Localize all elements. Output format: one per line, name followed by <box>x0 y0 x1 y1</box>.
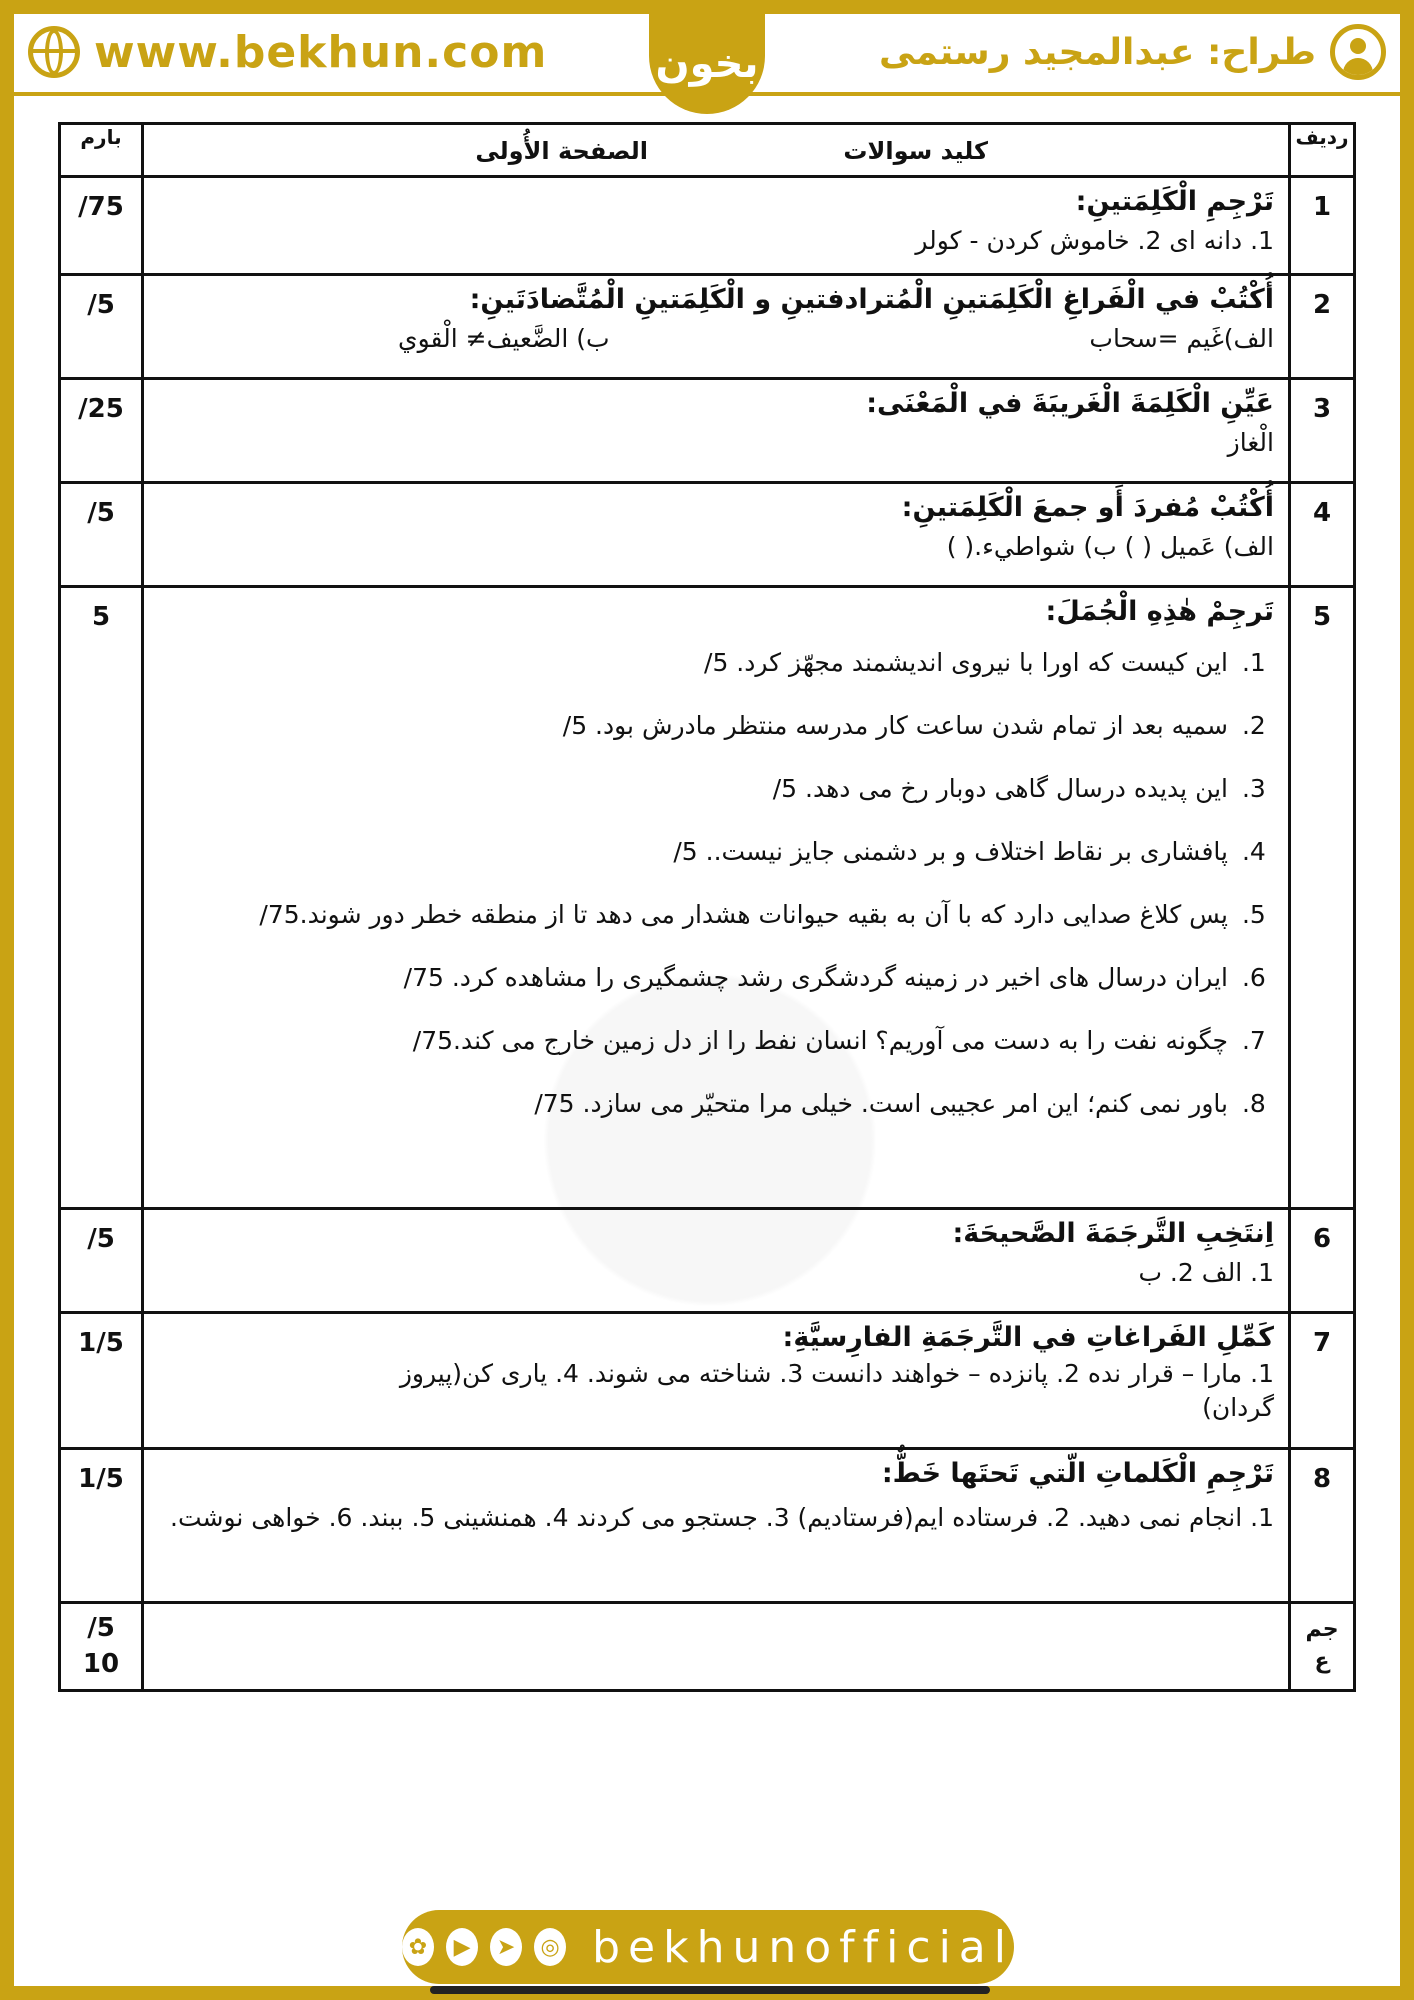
answer-pair <box>158 319 1274 359</box>
table-title-header <box>143 124 1290 177</box>
question-row <box>60 587 1355 1209</box>
page-header <box>14 14 1400 96</box>
total-row <box>60 1603 1355 1691</box>
total-score <box>60 1603 143 1691</box>
list-item: 4. پافشاری بر نقاط اختلاف و بر دشمنی جایز نیست.. 5/ <box>178 820 1234 883</box>
answer-text: الف) عَميل ( ) ب) شواطيء.( ) <box>946 532 1274 561</box>
question-score: 5 <box>60 587 143 1209</box>
question-score: /25 <box>60 379 143 483</box>
footer-shadow <box>430 1986 990 1994</box>
question-title: تَرْجِمِ الْكَلماتِ الّتي تَحتَها خَطٌّ: <box>881 1458 1274 1489</box>
answer-a: الف)غَیم =سحاب <box>1089 324 1274 353</box>
question-score: /5 <box>60 275 143 379</box>
question-score: /5 <box>60 1209 143 1313</box>
question-cell <box>143 1209 1290 1313</box>
globe-icon <box>28 26 80 78</box>
question-cell <box>143 1313 1290 1449</box>
total-label-line2: ع <box>1314 1649 1330 1674</box>
question-score: 1/5 <box>60 1313 143 1449</box>
question-score: /75 <box>60 177 143 275</box>
total-label-line1: جم <box>1305 1617 1339 1642</box>
total-score-line2: 10 <box>82 1649 120 1679</box>
list-item: 8. باور نمی کنم؛ این امر عجیبی است. خیلی مرا متحیّر می سازد. 75/ <box>178 1072 1234 1135</box>
question-number: 6 <box>1290 1209 1355 1313</box>
list-item: 6. ایران درسال های اخیر در زمینه گردشگری رشد چشمگیری را مشاهده کرد. 75/ <box>178 946 1234 1009</box>
question-score: /5 <box>60 483 143 587</box>
user-icon <box>1330 24 1386 80</box>
page-label: الصفحة الأُولی <box>475 137 648 165</box>
telegram-icon[interactable]: ➤ <box>490 1928 522 1966</box>
question-number: 1 <box>1290 177 1355 275</box>
question-title: عَيِّنِ الْكَلِمَةَ الْغَريبَةَ في الْمَعْنَی: <box>866 388 1274 419</box>
question-title: كَمِّلِ الفَراغاتِ في التَّرجَمَةِ الفارِسيَّةِ: <box>782 1322 1274 1353</box>
question-title: اِنتَخِبِ التَّرجَمَةَ الصَّحيحَةَ: <box>952 1218 1274 1249</box>
logo-text: بخون <box>655 41 759 87</box>
answer-text: الْغاز <box>1227 428 1274 457</box>
question-score: 1/5 <box>60 1449 143 1603</box>
answer-text: 1. انجام نمی دهید. 2. فرستاده ایم(فرستادیم) 3. جستجو می کردند 4. همنشینی 5. ببند. 6. خواهی نوشت. <box>170 1503 1274 1532</box>
social-footer <box>402 1910 1014 1984</box>
question-title: أُكْتُبْ في الْفَراغِ الْكَلِمَتينِ الْمُترادفتينِ و الْكَلِمَتينِ الْمُتَّضادَتَينِ: <box>469 284 1274 315</box>
question-row <box>60 275 1355 379</box>
answer-text: 1. الف 2. ب <box>1138 1258 1274 1287</box>
question-row <box>60 177 1355 275</box>
list-item: 7. چگونه نفت را به دست می آوریم؟ انسان نفط را از دل زمین خارج می کند.75/ <box>178 1009 1234 1072</box>
question-number: 7 <box>1290 1313 1355 1449</box>
table-title: کلید سوالات <box>843 137 988 165</box>
list-item: 5. پس کلاغ صدایی دارد که با آن به بقیه حیوانات هشدار می دهد تا از منطقه خطر دور شوند.75/ <box>178 883 1234 946</box>
social-handle[interactable]: bekhunofficial <box>592 1921 1014 1973</box>
question-title: أُكْتُبْ مُفردَ أَو جمعَ الْكَلِمَتينِ: <box>901 492 1274 523</box>
question-number: 4 <box>1290 483 1355 587</box>
list-item: 1. این کیست که اورا با نیروی اندیشمند مجهّز کرد. 5/ <box>178 631 1234 694</box>
total-label <box>1290 1603 1355 1691</box>
total-empty-cell <box>143 1603 1290 1691</box>
question-title: تَرجِمْ هٰذِهِ الْجُمَلَ: <box>1045 596 1274 627</box>
row-label-header: ردیف <box>1290 124 1355 177</box>
question-cell <box>143 275 1290 379</box>
answer-text: 1. دانه ای 2. خاموش کردن - کولر <box>915 226 1274 255</box>
question-cell <box>143 1449 1290 1603</box>
list-item: 3. این پدیده درسال گاهی دوبار رخ می دهد. 5/ <box>178 757 1234 820</box>
translation-list <box>158 631 1274 1135</box>
question-number: 3 <box>1290 379 1355 483</box>
question-cell <box>143 587 1290 1209</box>
score-header: بارم <box>60 124 143 177</box>
website-link[interactable] <box>28 24 547 80</box>
question-cell <box>143 483 1290 587</box>
instagram-icon[interactable]: ◎ <box>534 1928 566 1966</box>
question-row <box>60 1209 1355 1313</box>
question-number: 5 <box>1290 587 1355 1209</box>
question-title: تَرْجِمِ الْكَلِمَتينِ: <box>1075 186 1274 217</box>
question-cell <box>143 379 1290 483</box>
designer-name: طراح: عبدالمجید رستمی <box>879 31 1316 73</box>
list-item: 2. سمیه بعد از تمام شدن ساعت کار مدرسه منتظر مادرش بود. 5/ <box>178 694 1234 757</box>
answer-key-table <box>58 122 1356 1692</box>
designer-credit <box>879 24 1386 80</box>
question-row <box>60 1449 1355 1603</box>
question-row <box>60 483 1355 587</box>
website-text: www.bekhun.com <box>94 26 548 78</box>
question-number: 2 <box>1290 275 1355 379</box>
question-row <box>60 1313 1355 1449</box>
answer-b: ب) الضَّعیف≠ الْقوي <box>398 324 610 353</box>
question-row <box>60 379 1355 483</box>
question-number: 8 <box>1290 1449 1355 1603</box>
table-header-row <box>60 124 1355 177</box>
question-cell <box>143 177 1290 275</box>
answer-text: 1. مارا – قرار نده 2. پانزده – خواهند دانست 3. شناخته می شوند. 4. یاری کن(پیروز گردان) <box>399 1359 1274 1422</box>
total-score-line1: /5 <box>87 1613 115 1643</box>
aparat-icon[interactable]: ✿ <box>402 1928 434 1966</box>
youtube-icon[interactable]: ▶ <box>446 1928 478 1966</box>
